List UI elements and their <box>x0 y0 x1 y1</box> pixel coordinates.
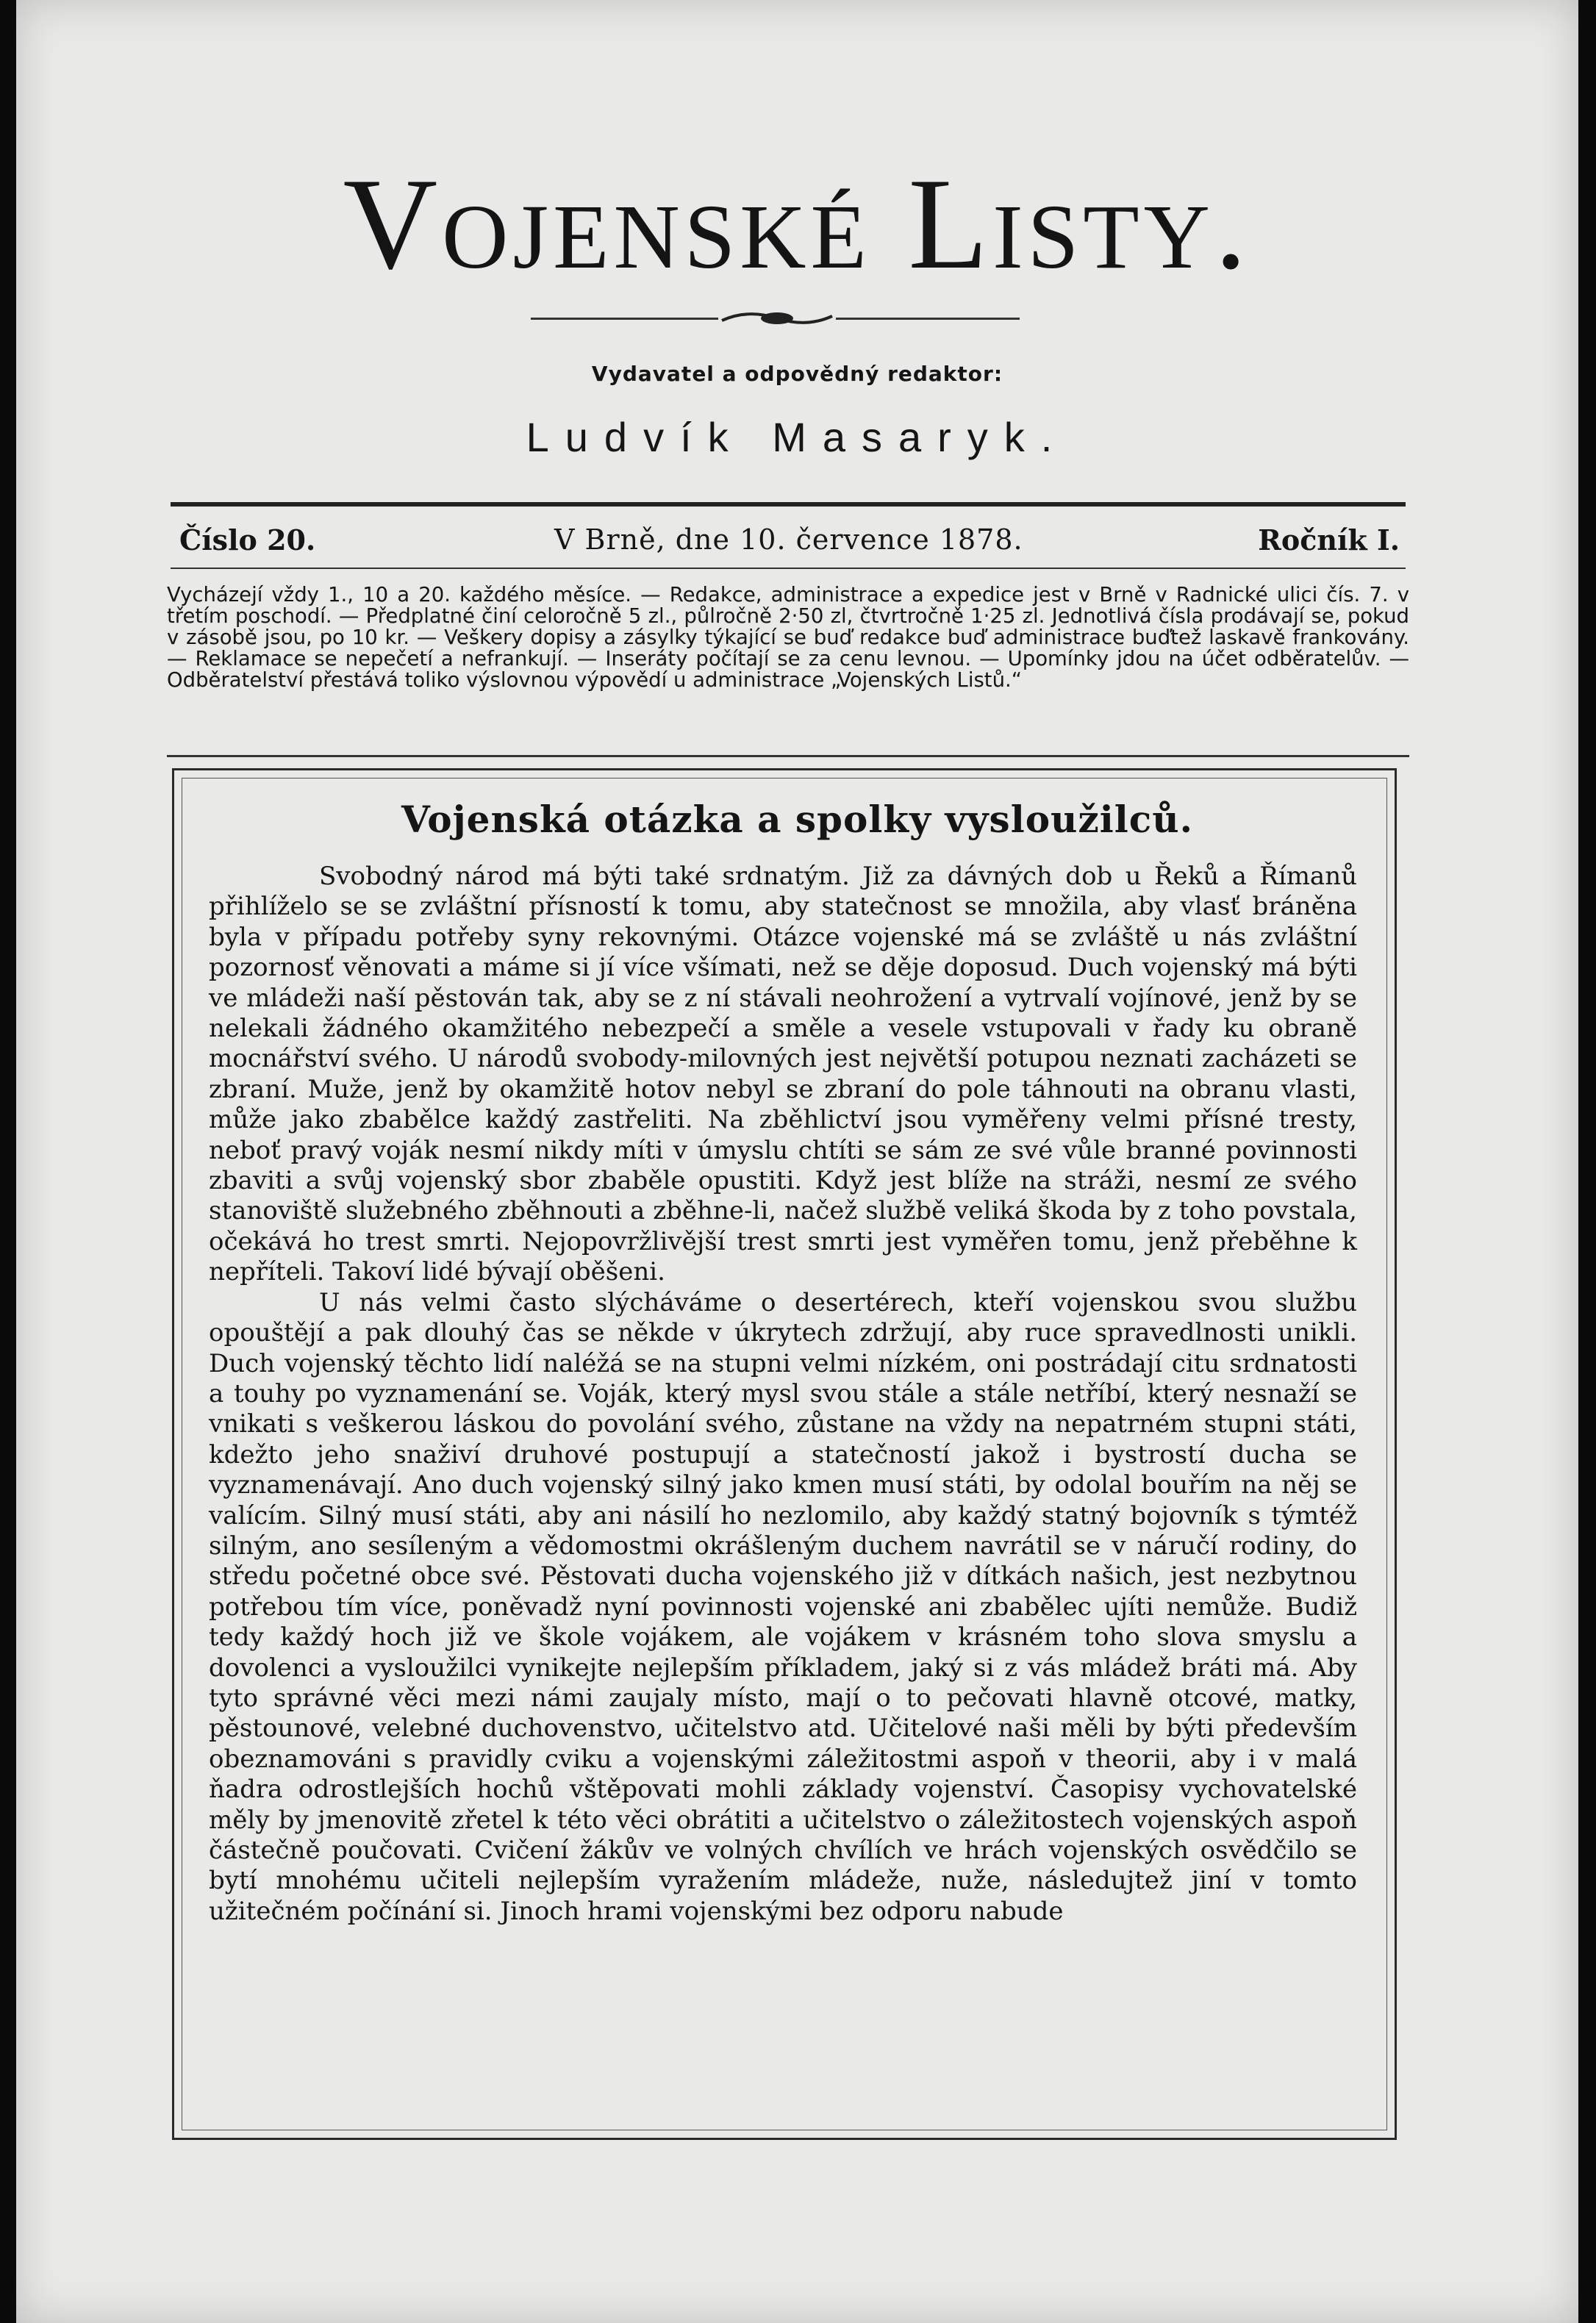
rule-thick <box>171 502 1406 507</box>
ornament-line-left <box>531 318 718 320</box>
volume-number: Ročník I. <box>1258 523 1400 556</box>
rule-thin <box>171 568 1406 569</box>
newspaper-page <box>16 0 1578 2323</box>
rule-separator <box>167 755 1409 757</box>
ornament-line-right <box>836 318 1020 320</box>
article-title: Vojenská otázka a spolky vysloužilců. <box>401 798 1193 841</box>
publisher-label: Vydavatel a odpovědný redaktor: <box>591 362 1003 386</box>
issue-number: Číslo 20. <box>179 523 316 556</box>
subscription-notice-text: Vycházejí vždy 1., 10 a 20. každého měsíce. — Redakce, administrace a expedice jest v Brně v Radnické ulici čís. 7. v třetím poschodí. — Předplatné činí celoročně 5 zl., půlročně 2·50 zl, čtvrtročně 1·25 zl. Jednotlivá čísla prodávají se, pokud v zásobě jsou, po 10 kr. — Veškery dopisy a zásylky týkající se buď redakce buď administrace buďtež laskavě frankovány. — Reklamace se nepečetí a nefrankují. — Inseráty počítají se za cenu levnou. — Upomínky jdou na účet odběratelův. — Odběratelství přestává toliko výslovnou výpovědí u administrace „Vojenských Listů.“ <box>167 583 1409 692</box>
editor-name: Ludvík Masaryk. <box>526 414 1069 460</box>
dateline: V Brně, dne 10. července 1878. <box>554 523 1023 556</box>
article-body <box>209 862 1357 1927</box>
subscription-notice <box>167 584 1409 691</box>
masthead-title: Vojenské Listy. <box>343 151 1252 296</box>
issue-info-bar <box>179 523 1400 560</box>
article-paragraph-1: Svobodný národ má býti také srdnatým. Již za dávných dob u Řeků a Římanů přihlíželo se se zvláštní přísností k tomu, aby statečnost se množila, aby vlasť bráněna byla v případu potřeby syny rekovnými. Otázce vojenské má se zvláště u nás zvláštní pozornosť věnovati a máme si jí více všímati, než se děje doposud. Duch vojenský má býti ve mládeži naší pěstován tak, aby se z ní stávali neohrožení a vytrvalí vojínové, jenž by se nelekali žádného okamžitého nebezpečí a směle a vesele vstupovali v řady ku obraně mocnářství svého. U národů svobody-milovných jest největší potupou neznati zacházeti se zbraní. Muže, jenž by okamžitě hotov nebyl se zbraní do pole táhnouti na obranu vlasti, může jako zbabělce každý zastřeliti. Na zběhlictví jsou vyměřeny velmi přísné tresty, neboť pravý voják nesmí nikdy míti v úmyslu chtíti se sám ze své vůle branné povinnosti zbaviti a svůj vojenský sbor zbaběle opustiti. Když jest blíže na stráži, nesmí ze svého stanoviště služebného zběhnouti a zběhne-li, načež službě veliká škoda by z toho povstala, očekává ho trest smrti. Nejopovržlivější trest smrti jest vyměřen tomu, jenž přeběhne k nepříteli. Takoví lidé bývají oběšeni. <box>209 862 1357 1287</box>
ornament-flourish-icon <box>718 306 836 331</box>
article-paragraph-2: U nás velmi často slýcháváme o desertérech, kteří vojenskou svou službu opouštějí a pak dlouhý čas se někde v úkrytech zdržují, aby ruce spravedlnosti unikli. Duch vojenský těchto lidí naléžá se na stupni velmi nízkém, oni postrádají citu srdnatosti a touhy po vyznamenání se. Voják, který mysl svou stále a stále netříbí, který nesnaží se vnikati s veškerou láskou do povolání svého, zůstane na vždy na nepatrném stupni státi, kdežto jeho snaživí druhové postupují a statečností jakož i bystrostí ducha se vyznamenávají. Ano duch vojenský silný jako kmen musí státi, by odolal bouřím na něj se valícím. Silný musí státi, aby ani násilí ho nezlomilo, aby každý statný bojovník s týmtéž silným, ano sesíleným a vědomostmi okrášleným duchem navrátil se v náručí rodiny, do středu početné obce své. Pěstovati ducha vojenského již v dítkách našich, jest nezbytnou potřebou tím více, poněvadž nyní povinnosti vojenské ani zbabělec ujíti nemůže. Budiž tedy každý hoch již ve škole vojákem, ale vojákem v krásném toho slova smyslu a dovolenci a vysloužilci vynikejte nejlepším příkladem, jaký si z vás mládež bráti má. Aby tyto správné věci mezi námi zaujaly místo, mají o to pečovati hlavně otcové, matky, pěstounové, velebné duchovenstvo, učitelstvo atd. Učitelové naši měli by býti především obeznamováni s pravidly cviku a vojenskými záležitostmi aspoň v theorii, aby i v malá ňadra odrostlejších hochů vštěpovati mohli základy vojenství. Časopisy vychovatelské měly by jmenovitě zřetel k této věci obrátiti a učitelstvo o záležitostech vojenských aspoň částečně poučovati. Cvičení žákův ve volných chvílích ve hrách vojenských osvědčilo se bytí mnohému učiteli nejlepším vyražením mládeže, nuže, následujtež jiní v tomto užitečném počínání si. Jinoch hrami vojenskými bez odporu nabude <box>209 1287 1357 1926</box>
